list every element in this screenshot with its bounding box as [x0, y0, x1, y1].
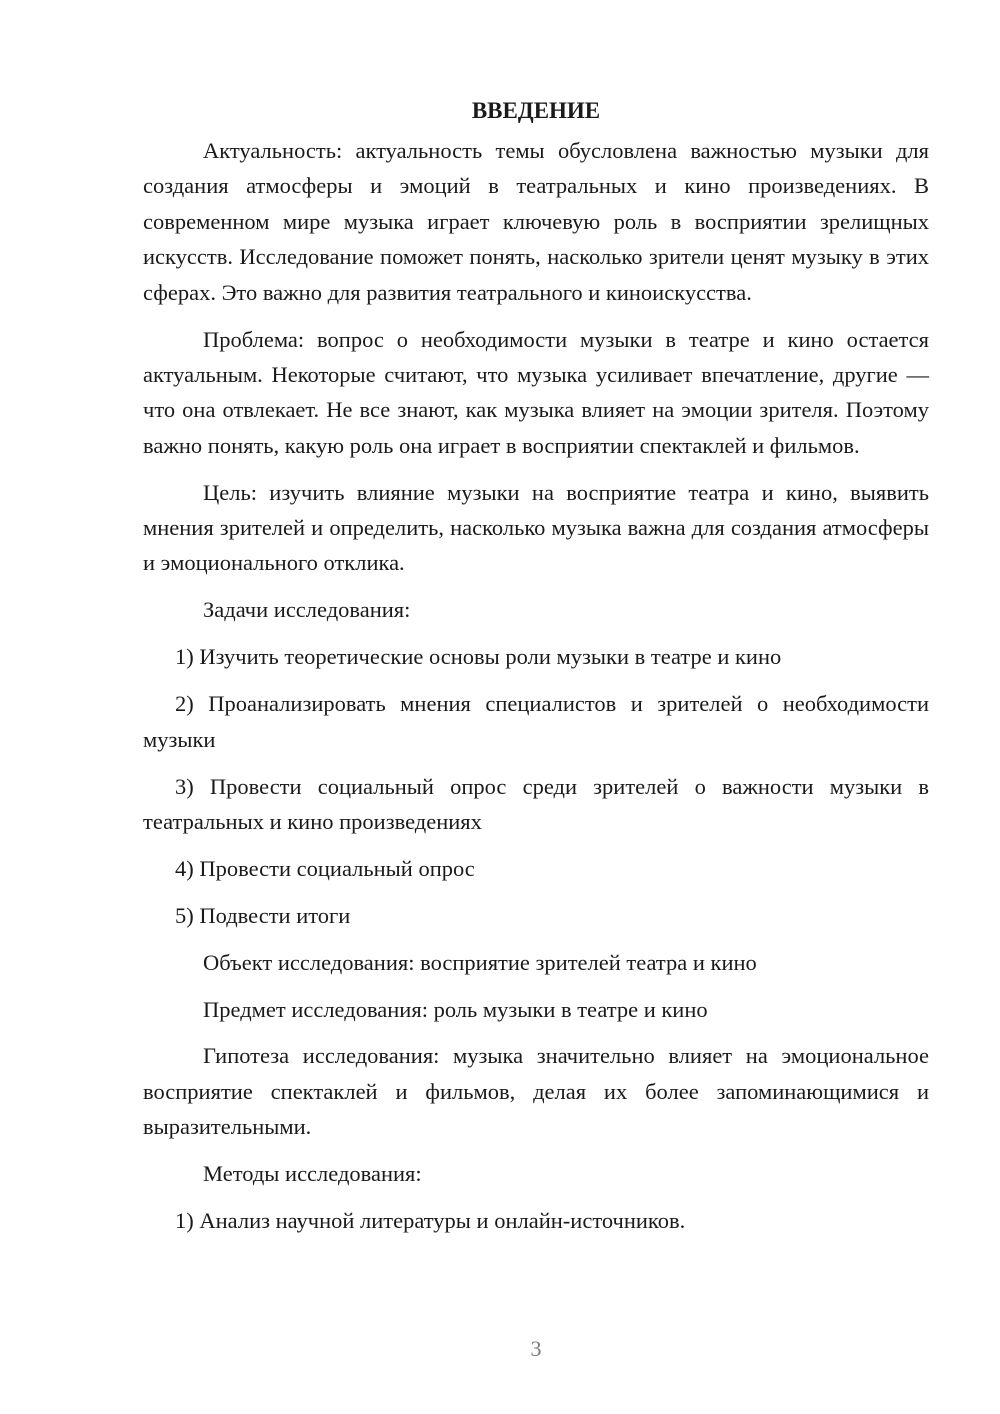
- tasks-heading: Задачи исследования:: [203, 597, 411, 623]
- task-item-1: 1) Изучить теоретические основы роли музыки в театре и кино: [175, 644, 782, 670]
- section-title: ВВЕДЕНИЕ: [471, 98, 601, 123]
- task-item-3: 3) Провести социальный опрос среди зрителей о важности музыки в театральных и кино произведениях: [143, 773, 929, 834]
- hypothesis-paragraph: Гипотеза исследования: музыка значительно влияет на эмоциональное восприятие спектаклей и фильмов, делая их более запоминающимися и выразительными.: [143, 1043, 929, 1140]
- page-content: [143, 95, 929, 1250]
- object-paragraph: Объект исследования: восприятие зрителей театра и кино: [203, 949, 757, 975]
- task-item-5: 5) Подвести итоги: [175, 902, 351, 928]
- task-item-2: 2) Проанализировать мнения специалистов и зрителей о необходимости музыки: [143, 691, 929, 752]
- relevance-paragraph: Актуальность: актуальность темы обусловлена важностью музыки для создания атмосферы и эмоций в театральных и кино произведениях. В современном мире музыка играет ключевую роль в восприятии зрелищных искусств. Исследование поможет понять, насколько зрители ценят музыку в этих сферах. Это важно для развития театрального и киноискусства.: [143, 138, 929, 305]
- methods-heading: Методы исследования:: [203, 1161, 422, 1187]
- subject-paragraph: Предмет исследования: роль музыки в театре и кино: [203, 996, 708, 1022]
- task-item-4: 4) Провести социальный опрос: [175, 855, 475, 881]
- goal-paragraph: Цель: изучить влияние музыки на восприятие театра и кино, выявить мнения зрителей и определить, насколько музыка важна для создания атмосферы и эмоционального отклика.: [143, 479, 929, 576]
- page-number: 3: [530, 1336, 542, 1361]
- method-item-1: 1) Анализ научной литературы и онлайн-источников.: [175, 1208, 686, 1234]
- problem-paragraph: Проблема: вопрос о необходимости музыки в театре и кино остается актуальным. Некоторые считают, что музыка усиливает впечатление, другие — что она отвлекает. Не все знают, как музыка влияет на эмоции зрителя. Поэтому важно понять, какую роль она играет в восприятии спектаклей и фильмов.: [143, 326, 929, 458]
